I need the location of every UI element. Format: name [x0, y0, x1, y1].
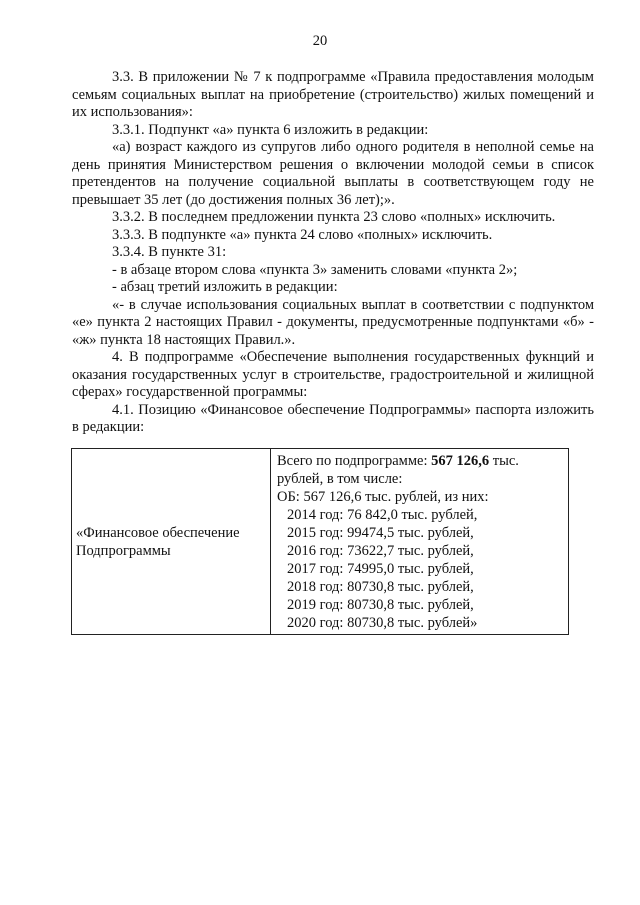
paragraph-3-3-3: 3.3.3. В подпункте «а» пункта 24 слово «полных» исключить.	[112, 226, 493, 243]
total-line	[277, 452, 564, 488]
year-line: 2019 год: 80730,8 тыс. рублей,	[287, 597, 474, 613]
paragraph-4: 4. В подпрограмме «Обеспечение выполнения государственных фукнций и оказания государственных услуг в строительстве, градостроительной и жилищной сферах» государственной программы:	[72, 349, 594, 400]
financing-values-cell	[271, 449, 569, 635]
financing-label: «Финансовое обеспечение Подпрограммы	[76, 524, 240, 559]
paragraph-3-3-2: 3.3.2. В последнем предложении пункта 23 слово «полных» исключить.	[112, 209, 556, 225]
document-body	[72, 69, 594, 437]
paragraph-abzac-2: - в абзаце втором слова «пункта 3» заменить словами «пункта 2»;	[112, 261, 518, 278]
year-line: 2020 год: 80730,8 тыс. рублей»	[287, 615, 478, 631]
paragraph-4-1: 4.1. Позицию «Финансовое обеспечение Подпрограммы» паспорта изложить в редакции:	[72, 401, 594, 435]
year-line: 2015 год: 99474,5 тыс. рублей,	[287, 525, 474, 541]
ob-line: ОБ: 567 126,6 тыс. рублей, из них:	[277, 489, 489, 505]
page-number: 20	[312, 33, 328, 49]
year-line: 2014 год: 76 842,0 тыс. рублей,	[287, 507, 478, 523]
year-line: 2016 год: 73622,7 тыс. рублей,	[287, 543, 474, 559]
paragraph-subpoint-a: «а) возраст каждого из супругов либо одного родителя в неполной семье на день принятия Министерством решения о включении молодой семьи в список претендентов на получение социальной выплаты в соответствующем году не превышает 35 лет (до достижения полных 36 лет);».	[72, 139, 594, 208]
table-row	[72, 449, 569, 635]
paragraph-3-3-4: 3.3.4. В пункте 31:	[112, 244, 227, 260]
total-suffix: тыс. рублей, в том числе:	[277, 453, 519, 487]
financing-table	[71, 448, 569, 635]
year-line: 2017 год: 74995,0 тыс. рублей,	[287, 561, 474, 577]
total-prefix: Всего по подпрограмме:	[277, 453, 432, 469]
paragraph-quote: «- в случае использования социальных выплат в соответствии с подпунктом «е» пункта 2 настоящих Правил - документы, предусмотренные подпунктами «б» - «ж» пункта 18 настоящих Правил.».	[72, 296, 594, 348]
year-line: 2018 год: 80730,8 тыс. рублей,	[287, 579, 474, 595]
paragraph-3-3-1: 3.3.1. Подпункт «а» пункта 6 изложить в редакции:	[112, 121, 429, 138]
financing-label-cell	[72, 449, 271, 635]
paragraph-3-3: 3.3. В приложении № 7 к подпрограмме «Правила предоставления молодым семьям социальных выплат на приобретение (строительство) жилых помещений и их использования»:	[72, 69, 594, 120]
total-value: 567 126,6	[431, 453, 490, 469]
paragraph-abzac-3: - абзац третий изложить в редакции:	[112, 279, 338, 295]
